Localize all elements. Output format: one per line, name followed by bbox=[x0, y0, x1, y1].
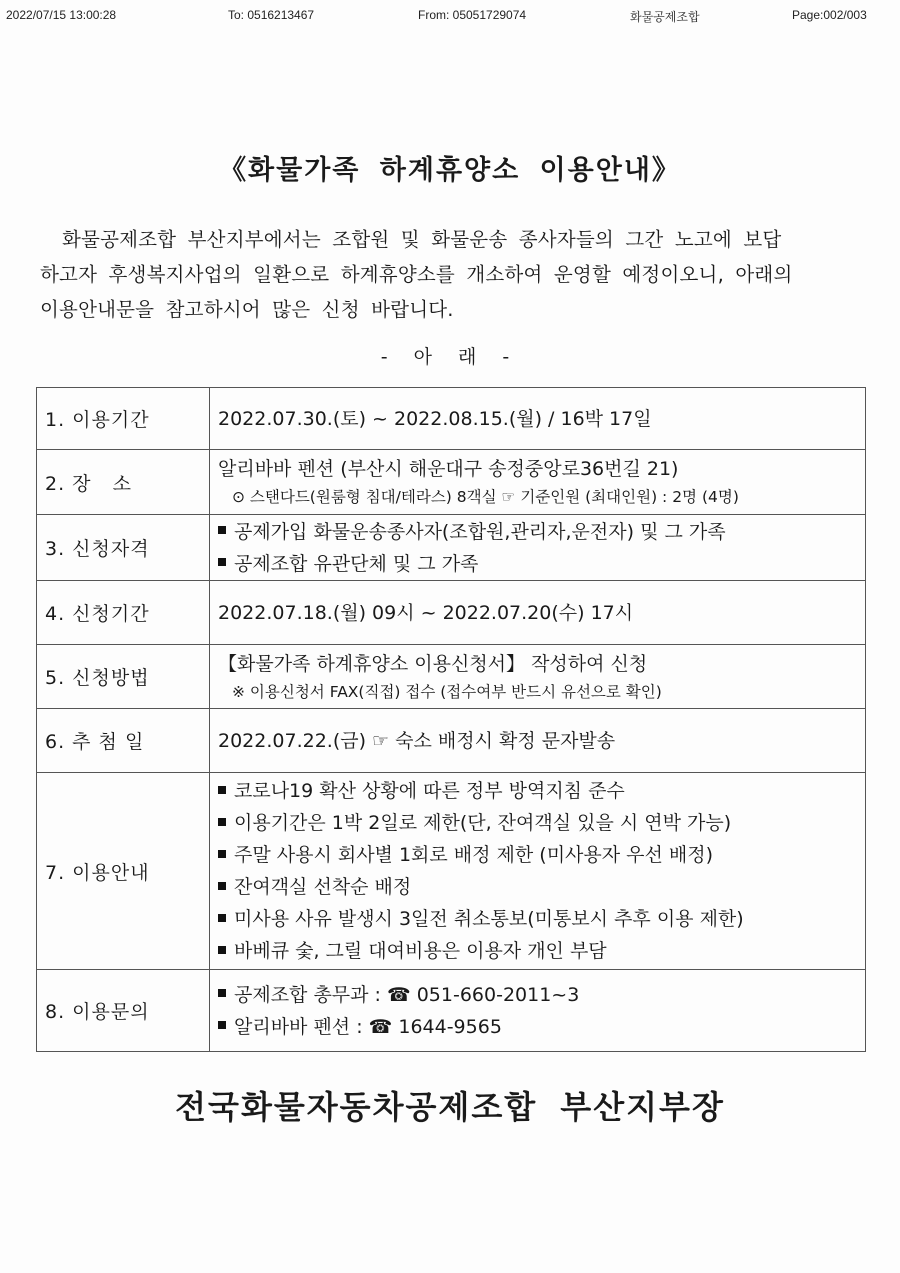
row-line bbox=[218, 979, 865, 1011]
row-label: 1. 이용기간 bbox=[37, 388, 210, 450]
table-row bbox=[37, 388, 866, 450]
info-table bbox=[36, 387, 866, 1052]
row-line-text: 알리바바 펜션 : ☎ 1644-9565 bbox=[234, 1015, 502, 1038]
row-line: ※ 이용신청서 FAX(직접) 접수 (접수여부 반드시 유선으로 확인) bbox=[232, 682, 662, 701]
row-line-text: 알리바바 펜션 (부산시 해운대구 송정중앙로36번길 21) bbox=[218, 458, 679, 480]
row-line-text: 공제가입 화물운송종사자(조합원,관리자,운전자) 및 그 가족 bbox=[234, 520, 726, 543]
row-value bbox=[210, 581, 866, 645]
row-label: 6. 추 첨 일 bbox=[37, 709, 210, 773]
fax-header bbox=[0, 6, 900, 26]
signature-title: 전국화물자동차공제조합 부산지부장 bbox=[175, 1088, 725, 1126]
intro-line-3: 이용안내문을 참고하시어 많은 신청 바랍니다. bbox=[40, 298, 454, 321]
bullet-icon bbox=[218, 818, 226, 826]
row-label bbox=[37, 450, 210, 515]
row-label-text: 2. 장 소 bbox=[45, 472, 132, 495]
row-line bbox=[218, 839, 865, 871]
row-line-text: 잔여객실 선착순 배정 bbox=[234, 876, 412, 898]
row-value bbox=[210, 970, 866, 1052]
row-line-text: 바베큐 숯, 그릴 대여비용은 이용자 개인 부담 bbox=[234, 940, 607, 962]
row-value bbox=[210, 388, 866, 450]
table-row bbox=[37, 709, 866, 773]
table-row bbox=[37, 645, 866, 709]
row-line-text: 미사용 사유 발생시 3일전 취소통보(미통보시 추후 이용 제한) bbox=[234, 908, 744, 930]
row-line bbox=[218, 807, 865, 839]
fax-from: From: 05051729074 bbox=[418, 8, 527, 22]
row-line bbox=[218, 903, 865, 935]
row-line bbox=[218, 548, 865, 580]
row-line: 【화물가족 하계휴양소 이용신청서】 작성하여 신청 bbox=[218, 652, 648, 675]
fax-page: Page:002/003 bbox=[792, 8, 867, 22]
intro-line-1: 화물공제조합 부산지부에서는 조합원 및 화물운송 종사자들의 그간 노고에 보답 bbox=[62, 228, 782, 251]
document-title: 《화물가족 하계휴양소 이용안내》 bbox=[219, 155, 681, 186]
bullet-icon bbox=[218, 946, 226, 954]
table-row bbox=[37, 581, 866, 645]
table-row bbox=[37, 773, 866, 970]
fax-sender: 화물공제조합 bbox=[630, 10, 700, 24]
row-line-text: 공제조합 총무과 : ☎ 051-660-2011~3 bbox=[234, 983, 580, 1006]
row-line bbox=[218, 454, 865, 484]
bullet-icon bbox=[218, 989, 226, 997]
table-row bbox=[37, 450, 866, 515]
bullet-icon bbox=[218, 1021, 226, 1029]
row-line: 2022.07.18.(월) 09시 ~ 2022.07.20(수) 17시 bbox=[218, 601, 634, 624]
row-value bbox=[210, 773, 866, 970]
row-line-text: 코로나19 확산 상황에 따른 정부 방역지침 준수 bbox=[234, 780, 625, 802]
row-value bbox=[210, 709, 866, 773]
row-line-text: 공제조합 유관단체 및 그 가족 bbox=[234, 552, 479, 575]
row-value bbox=[210, 515, 866, 581]
row-label: 3. 신청자격 bbox=[37, 515, 210, 581]
row-label: 5. 신청방법 bbox=[37, 645, 210, 709]
bullet-icon bbox=[218, 786, 226, 794]
fax-datetime: 2022/07/15 13:00:28 bbox=[6, 8, 117, 22]
row-line: ⊙ 스탠다드(원룸형 침대/테라스) 8객실 ☞ 기준인원 (최대인원) : 2명 (4명) bbox=[232, 488, 739, 506]
fax-to: To: 0516213467 bbox=[228, 8, 315, 22]
bullet-icon bbox=[218, 850, 226, 858]
bullet-icon bbox=[218, 914, 226, 922]
row-line bbox=[218, 935, 865, 967]
row-line bbox=[218, 871, 865, 903]
intro-paragraph bbox=[40, 222, 852, 327]
section-marker: - 아 래 - bbox=[380, 346, 520, 368]
intro-line-2: 하고자 후생복지사업의 일환으로 하계휴양소를 개소하여 운영할 예정이오니, 아래의 bbox=[40, 263, 793, 286]
bullet-icon bbox=[218, 558, 226, 566]
row-label: 8. 이용문의 bbox=[37, 970, 210, 1052]
row-line: 2022.07.30.(토) ~ 2022.08.15.(월) / 16박 17일 bbox=[218, 407, 652, 430]
table-row bbox=[37, 970, 866, 1052]
row-line: 2022.07.22.(금) ☞ 숙소 배정시 확정 문자발송 bbox=[218, 729, 616, 752]
row-label: 4. 신청기간 bbox=[37, 581, 210, 645]
row-line bbox=[218, 1011, 865, 1043]
row-line bbox=[218, 775, 865, 807]
table-row bbox=[37, 515, 866, 581]
row-value bbox=[210, 450, 866, 515]
bullet-icon bbox=[218, 526, 226, 534]
bullet-icon bbox=[218, 882, 226, 890]
row-value bbox=[210, 645, 866, 709]
row-line-text: 주말 사용시 회사별 1회로 배정 제한 (미사용자 우선 배정) bbox=[234, 844, 714, 866]
row-line-text: 이용기간은 1박 2일로 제한(단, 잔여객실 있을 시 연박 가능) bbox=[234, 812, 732, 834]
row-label: 7. 이용안내 bbox=[37, 773, 210, 970]
row-line bbox=[218, 516, 865, 548]
